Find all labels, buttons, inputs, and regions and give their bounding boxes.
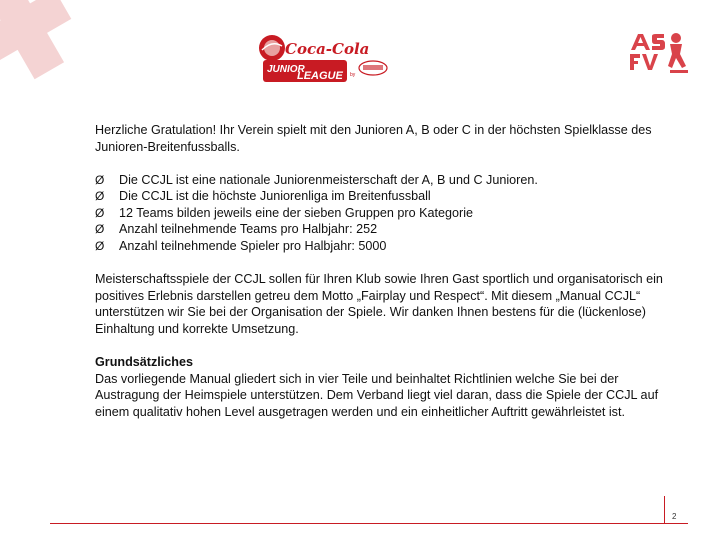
list-item-text: Die CCJL ist die höchste Juniorenliga im Breitenfussball — [119, 189, 431, 204]
arrow-bullet-icon: Ø — [95, 172, 105, 187]
list-item — [95, 238, 670, 255]
main-content — [95, 122, 670, 420]
list-item-text: Anzahl teilnehmende Teams pro Halbjahr: 252 — [119, 222, 378, 237]
arrow-bullet-icon: Ø — [95, 222, 105, 237]
list-item — [95, 172, 670, 189]
list-item — [95, 205, 670, 222]
intro-paragraph: Herzliche Gratulation! Ihr Verein spielt mit den Junioren A, B oder C in der höchsten Spielklasse des Junioren-Breitenfussballs. — [95, 123, 652, 154]
facts-list — [95, 172, 670, 255]
arrow-bullet-icon: Ø — [95, 239, 105, 254]
logo-by-text: by — [350, 72, 356, 78]
logo-junior-text: JUNIOR — [267, 64, 305, 75]
motto-paragraph: Meisterschaftsspiele der CCJL sollen für Ihren Klub sowie Ihren Gast sportlich und organisatorisch ein positives Erlebnis darstellen getreu dem Motto „Fairplay und Respect“. Mit diesem „Manual CCJL“ unterstützen wir Sie bei der Organisation der Spiele. Wir danken Ihnen bestens für die (lückenlose) Einhaltung und korrekte Umsetzung. — [95, 272, 663, 336]
page-number: 2 — [672, 512, 677, 521]
arrow-bullet-icon: Ø — [95, 205, 105, 220]
sfv-federation-logo — [626, 30, 692, 78]
coca-cola-junior-league-logo — [255, 30, 395, 86]
swiss-cross-corner-icon — [0, 0, 110, 110]
list-item-text: Die CCJL ist eine nationale Juniorenmeisterschaft der A, B und C Junioren. — [119, 172, 538, 187]
logo-league-text: LEAGUE — [297, 70, 343, 82]
section-heading: Grundsätzliches — [95, 355, 193, 370]
list-item-text: Anzahl teilnehmende Spieler pro Halbjahr: 5000 — [119, 239, 387, 254]
arrow-bullet-icon: Ø — [95, 189, 105, 204]
manual-paragraph: Das vorliegende Manual gliedert sich in vier Teile und beinhaltet Richtlinien welche Sie bei der Austragung der Heimspiele unterstützen. Dem Verband liegt viel daran, dass die Spiele der CCJL auf einem qualitativ hohen Level ausgetragen werden und ein einheitlicher Auftritt gewährleistet ist. — [95, 371, 659, 419]
logo-brand-text: Coca-Cola — [285, 40, 370, 58]
list-item — [95, 188, 670, 205]
footer-divider — [50, 523, 664, 524]
list-item-text: 12 Teams bilden jeweils eine der sieben Gruppen pro Kategorie — [119, 205, 474, 220]
list-item — [95, 221, 670, 238]
